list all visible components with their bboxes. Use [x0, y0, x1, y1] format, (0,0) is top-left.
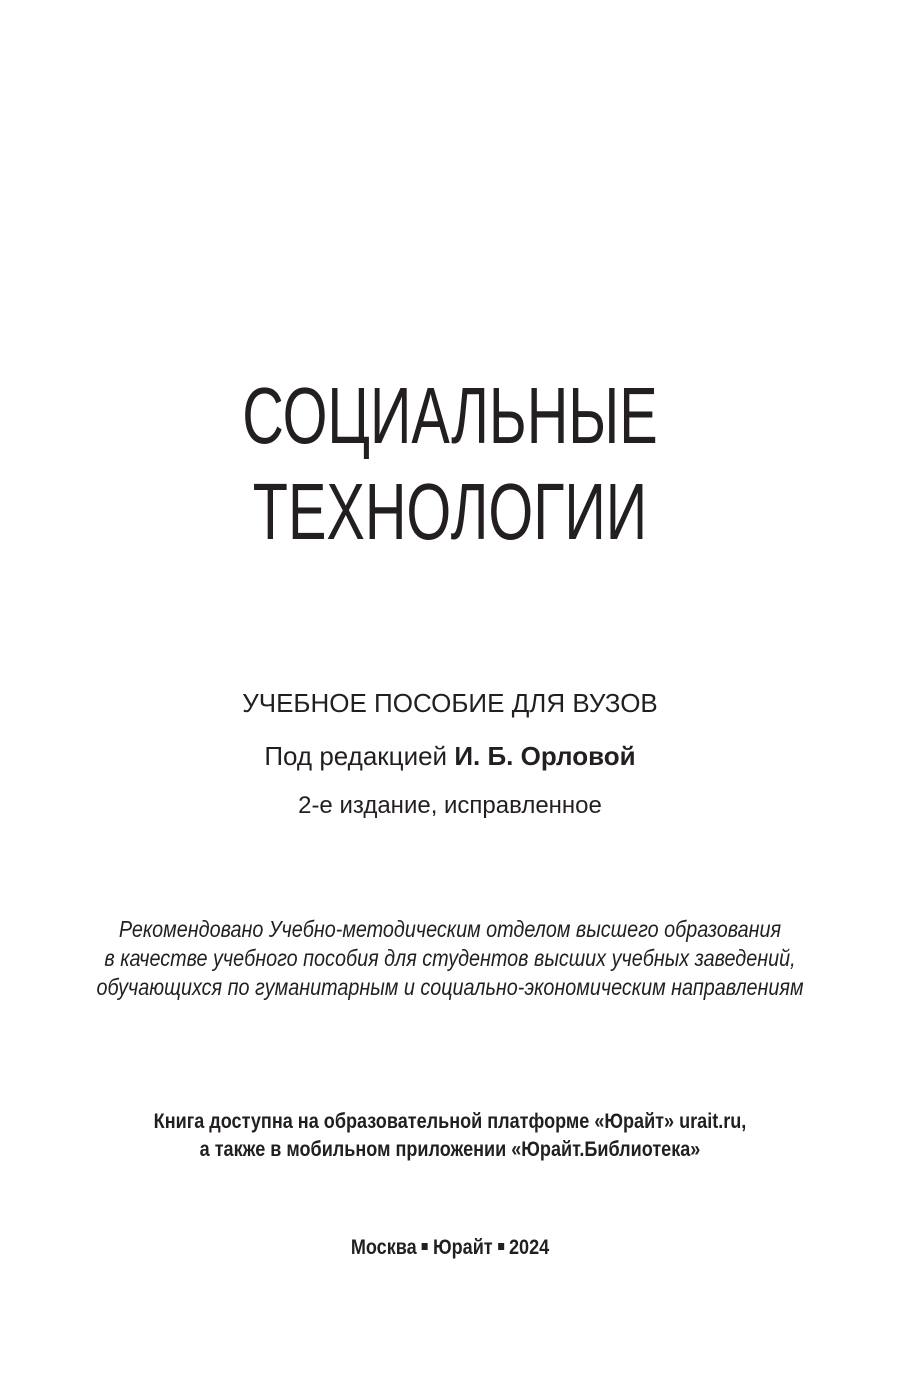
imprint — [63, 1234, 837, 1262]
recommendation-line-1: Рекомендовано Учебно-методическим отделом высшего образования — [118, 916, 782, 942]
book-subtitle: УЧЕБНОЕ ПОСОБИЕ ДЛЯ ВУЗОВ — [242, 688, 658, 718]
recommendation-note — [63, 915, 837, 1002]
availability-note — [63, 1108, 837, 1164]
book-title — [126, 368, 774, 560]
imprint-city: Москва — [350, 1236, 417, 1259]
separator-square-icon — [498, 1243, 504, 1250]
editor-credit — [0, 739, 900, 773]
edition-note: 2-е издание, исправленное — [298, 792, 602, 819]
availability-line-2: а также в мобильном приложении «Юрайт.Библиотека» — [199, 1138, 701, 1161]
availability-line-1: Книга доступна на образовательной платформе «Юрайт» urait.ru, — [153, 1110, 747, 1133]
book-title-line-1: СОЦИАЛЬНЫЕ — [242, 371, 658, 460]
recommendation-line-2: в качестве учебного пособия для студентов высших учебных заведений, — [104, 945, 796, 971]
editor-prefix: Под редакцией — [264, 741, 448, 771]
recommendation-line-3: обучающихся по гуманитарным и социально-экономическим направлениям — [96, 974, 804, 1000]
book-title-line-2: ТЕХНОЛОГИИ — [252, 467, 648, 556]
imprint-publisher: Юрайт — [433, 1236, 493, 1259]
editor-name: И. Б. Орловой — [454, 741, 636, 771]
separator-square-icon — [422, 1243, 428, 1250]
imprint-year: 2024 — [508, 1236, 550, 1259]
